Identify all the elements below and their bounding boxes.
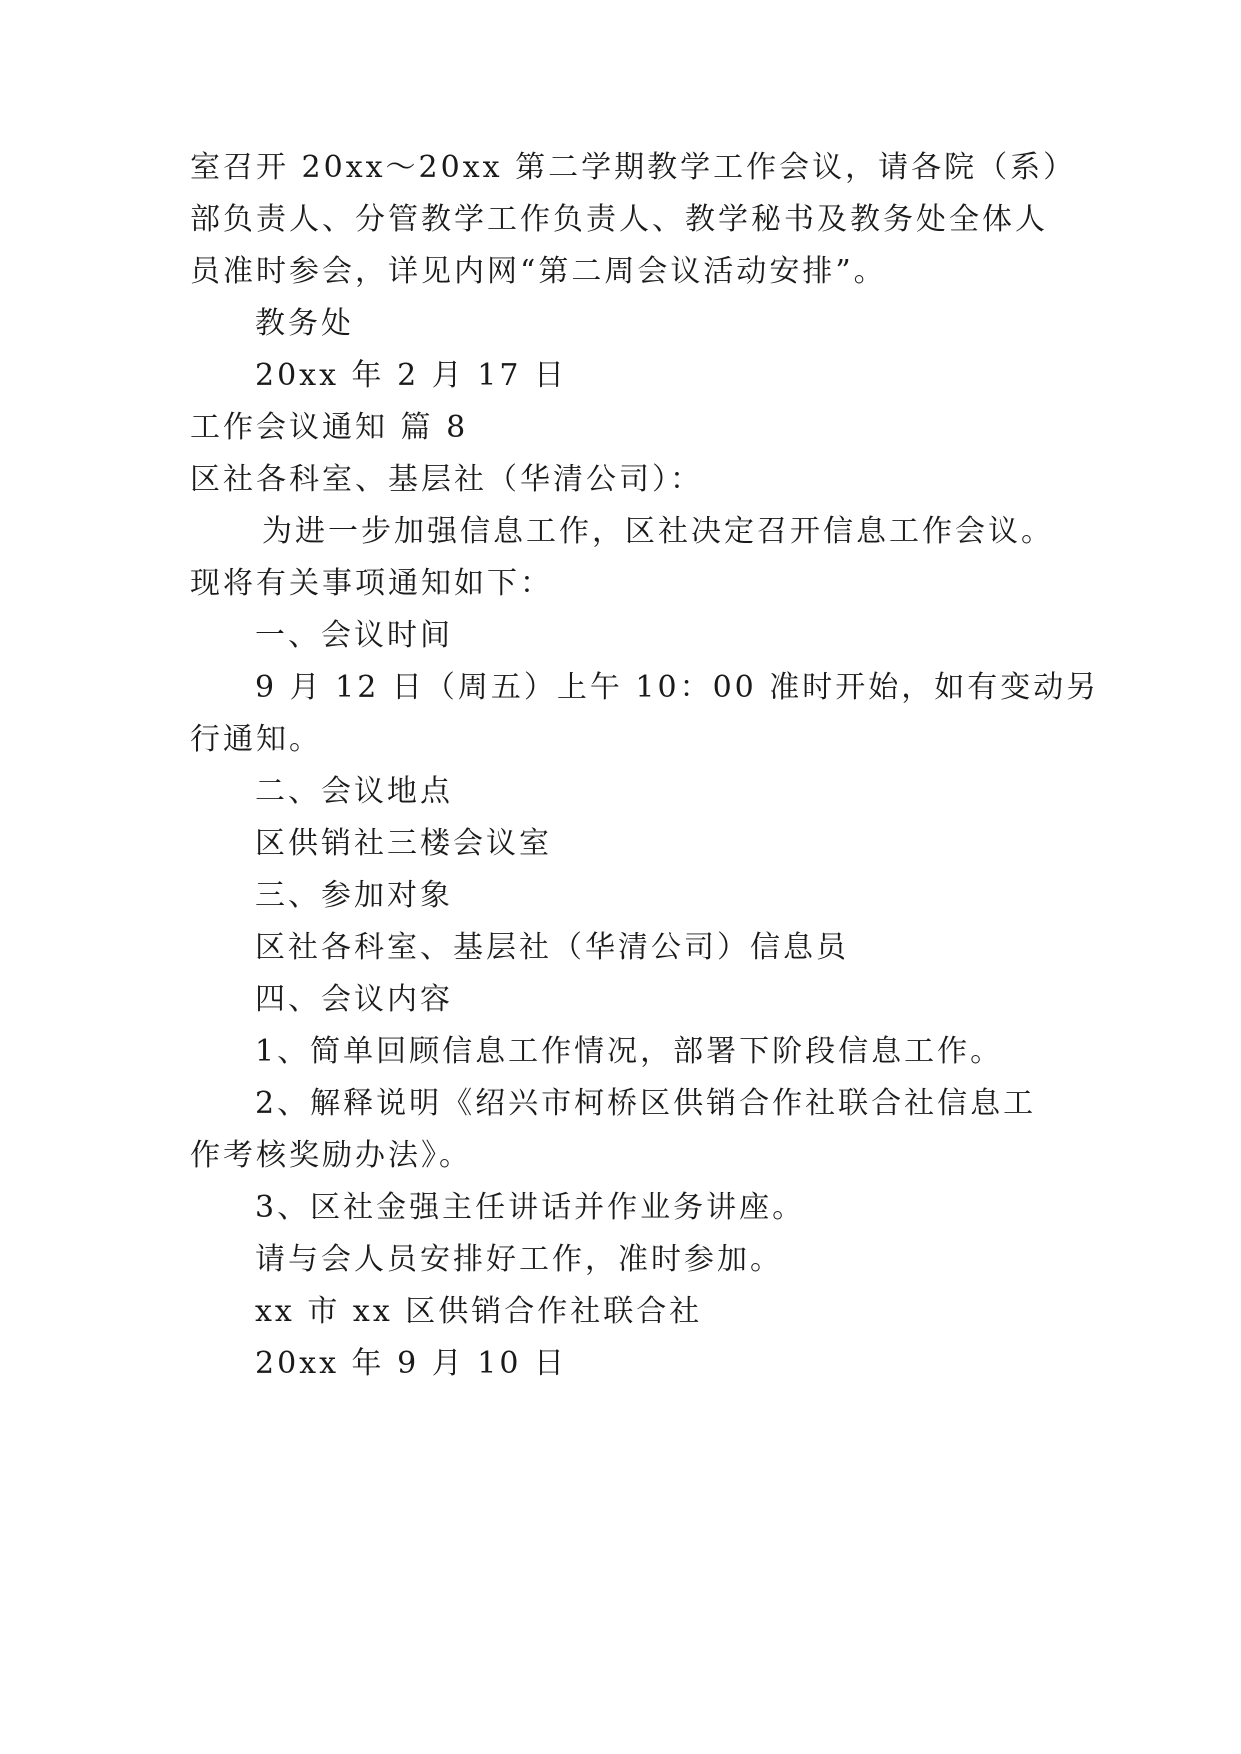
meeting-time-line-1: 9 月 12 日（周五）上午 10：00 准时开始，如有变动另 bbox=[255, 670, 1100, 705]
heading-meeting-time: 一、会议时间 bbox=[255, 618, 453, 653]
attendees: 区社各科室、基层社（华清公司）信息员 bbox=[255, 930, 849, 965]
previous-signoff-date: 20xx 年 2 月 17 日 bbox=[255, 358, 567, 393]
content-item-2-line-2: 作考核奖励办法》。 bbox=[190, 1138, 472, 1173]
salutation: 区社各科室、基层社（华清公司）： bbox=[190, 462, 703, 497]
previous-notice-text-line-2: 部负责人、分管教学工作负责人、教学秘书及教务处全体人 bbox=[190, 202, 1048, 237]
section-title: 工作会议通知 篇 8 bbox=[190, 410, 469, 445]
meeting-place: 区供销社三楼会议室 bbox=[255, 826, 552, 861]
previous-signoff-org: 教务处 bbox=[255, 306, 354, 341]
content-item-3: 3、区社金强主任讲话并作业务讲座。 bbox=[255, 1190, 806, 1225]
meeting-time-line-2: 行通知。 bbox=[190, 722, 322, 757]
content-item-1: 1、简单回顾信息工作情况，部署下阶段信息工作。 bbox=[255, 1034, 1004, 1069]
heading-meeting-place: 二、会议地点 bbox=[255, 774, 453, 809]
intro-text-line-2: 现将有关事项通知如下： bbox=[190, 566, 553, 601]
signoff-org: xx 市 xx 区供销合作社联合社 bbox=[255, 1294, 703, 1329]
previous-notice-text-line-1: 室召开 20xx～20xx 第二学期教学工作会议，请各院（系） bbox=[190, 150, 1077, 185]
heading-meeting-content: 四、会议内容 bbox=[255, 982, 453, 1017]
signoff-date: 20xx 年 9 月 10 日 bbox=[255, 1346, 567, 1381]
heading-attendees: 三、参加对象 bbox=[255, 878, 453, 913]
previous-notice-text-line-3: 员准时参会，详见内网“第二周会议活动安排”。 bbox=[190, 254, 887, 289]
closing-request: 请与会人员安排好工作，准时参加。 bbox=[255, 1242, 783, 1277]
intro-text-line-1: 为进一步加强信息工作，区社决定召开信息工作会议。 bbox=[262, 514, 1054, 549]
content-item-2-line-1: 2、解释说明《绍兴市柯桥区供销合作社联合社信息工 bbox=[255, 1086, 1037, 1121]
